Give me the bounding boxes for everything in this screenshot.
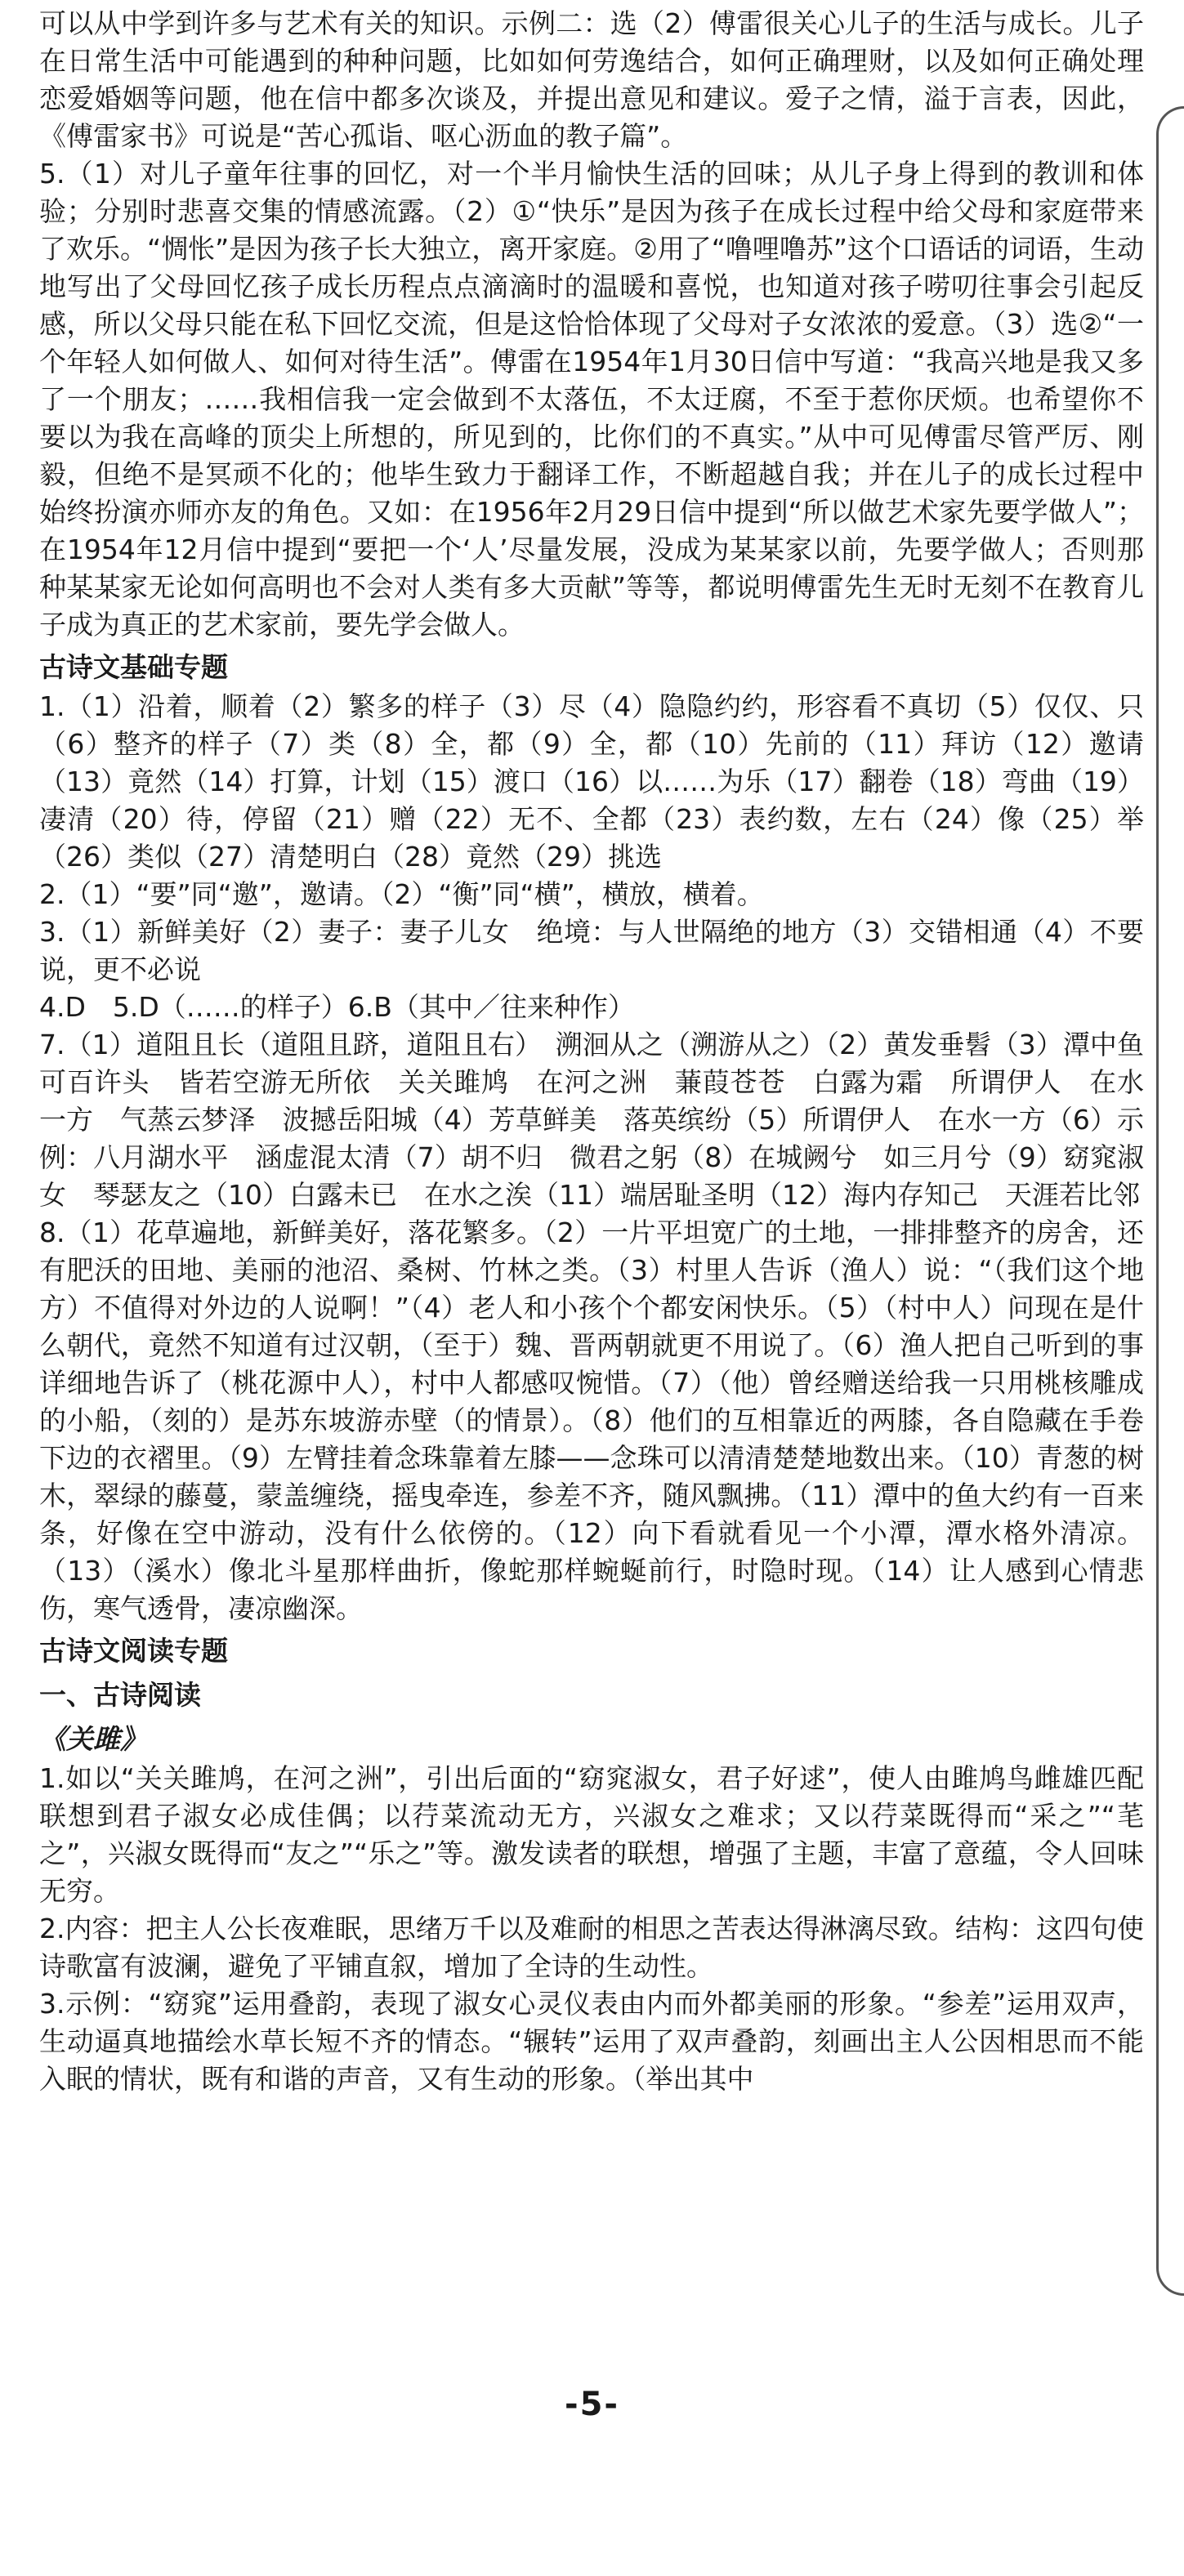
subsection-heading-poetry: 一、古诗阅读 <box>39 1679 201 1711</box>
p-basics-1: 1.（1）沿着，顺着（2）繁多的样子（3）尽（4）隐隐约约，形容看不真切（5）仅仅、只（6）整齐的样子（7）类（8）全，都（9）全，都（10）先前的（11）拜访（12）邀请（13）竟然（14）打算，计划（15）渡口（16）以……为乐（17）翻卷（18）弯曲（19）凄清（20）待，停留（21）赠（22）无不、全都（23）表约数，左右（24）像（25）举（26）类似（27）清楚明白（28）竟然（29）挑选 <box>39 690 1144 873</box>
p-basics-8: 8.（1）花草遍地，新鲜美好，落花繁多。（2）一片平坦宽广的土地，一排排整齐的房舍，还有肥沃的田地、美丽的池沼、桑树、竹林之类。（3）村里人告诉（渔人）说：“（我们这个地方）不值得对外边的人说啊！”（4）老人和小孩个个都安闲快乐。（5）（村中人）问现在是什么朝代，竟然不知道有过汉朝，（至于）魏、晋两朝就更不用说了。（6）渔人把自己听到的事详细地告诉了（桃花源中人），村中人都感叹惋惜。（7）（他）曾经赠送给我一只用桃核雕成的小船，（刻的）是苏东坡游赤壁（的情景）。（8）他们的互相靠近的两膝，各自隐藏在手卷下边的衣褶里。（9）左臂挂着念珠靠着左膝——念珠可以清清楚楚地数出来。（10）青葱的树木，翠绿的藤蔓，蒙盖缠绕，摇曳牵连，参差不齐，随风飘拂。（11）潭中的鱼大约有一百来条，好像在空中游动，没有什么依傍的。（12）向下看就看见一个小潭，潭水格外清凉。（13）（溪水）像北斗星那样曲折，像蛇那样蜿蜒前行，时隐时现。（14）让人感到心情悲伤，寒气透骨，凄凉幽深。 <box>39 1217 1144 1624</box>
poem-title-guanju: 《关雎》 <box>39 1723 147 1755</box>
p-answer-5: 5.（1）对儿子童年往事的回忆，对一个半月愉快生活的回味；从儿子身上得到的教训和体验；分别时悲喜交集的情感流露。（2）①“快乐”是因为孩子在成长过程中给父母和家庭带来了欢乐。“惆怅”是因为孩子长大独立，离开家庭。②用了“噜哩噜苏”这个口语话的词语，生动地写出了父母回忆孩子成长历程点点滴滴时的温暖和喜悦，也知道对孩子唠叨往事会引起反感，所以父母只能在私下回忆交流，但是这恰恰体现了父母对子女浓浓的爱意。（3）选②“一个年轻人如何做人、如何对待生活”。傅雷在1954年1月30日信中写道：“我高兴地是我又多了一个朋友；……我相信我一定会做到不太落伍，不太迂腐，不至于惹你厌烦。也希望你不要以为我在高峰的顶尖上所想的，所见到的，比你们的不真实。”从中可见傅雷尽管严厉、刚毅，但绝不是冥顽不化的；他毕生致力于翻译工作，不断超越自我；并在儿子的成长过程中始终扮演亦师亦友的角色。又如：在1956年2月29日信中提到“所以做艺术家先要学做人”；在1954年12月信中提到“要把一个‘人’尽量发展，没成为某某家以前，先要学做人；否则那种某某家无论如何高明也不会对人类有多大贡献”等等，都说明傅雷先生无时无刻不在教育儿子成为真正的艺术家前，要先学会做人。 <box>39 158 1144 641</box>
p-basics-3: 3.（1）新鲜美好（2）妻子：妻子儿女 绝境：与人世隔绝的地方（3）交错相通（4）不要说，更不必说 <box>39 916 1144 985</box>
page-number: -5- <box>564 2386 620 2423</box>
section-heading-basics: 古诗文基础专题 <box>39 651 228 683</box>
p-guanju-1: 1.如以“关关雎鸠，在河之洲”，引出后面的“窈窕淑女，君子好逑”，使人由雎鸠鸟雌雄匹配联想到君子淑女必成佳偶；以荇菜流动无方，兴淑女之难求；又以荇菜既得而“采之”“芼之”，兴淑女既得而“友之”“乐之”等。激发读者的联想，增强了主题，丰富了意蕴，令人回味无穷。 <box>39 1762 1144 1907</box>
p-basics-4-6: 4.D 5.D（……的样子）6.B（其中／往来种作） <box>39 991 635 1023</box>
p-basics-2: 2.（1）“要”同“邀”，邀请。（2）“衡”同“横”，横放，横着。 <box>39 878 764 910</box>
p-guanju-3: 3.示例：“窈窕”运用叠韵，表现了淑女心灵仪表由内而外都美丽的形象。“参差”运用双声，生动逼真地描绘水草长短不齐的情态。“辗转”运用了双声叠韵，刻画出主人公因相思而不能入眠的情状，既有和谐的声音，又有生动的形象。（举出其中 <box>39 1988 1144 2095</box>
section-heading-reading: 古诗文阅读专题 <box>39 1635 228 1667</box>
p-basics-7: 7.（1）道阻且长（道阻且跻，道阻且右） 溯洄从之（溯游从之）（2）黄发垂髫（3）潭中鱼可百许头 皆若空游无所依 关关雎鸠 在河之洲 蒹葭苍苍 白露为霜 所谓伊人 在水一方 气蒸云梦泽 波撼岳阳城（4）芳草鲜美 落英缤纷（5）所谓伊人 在水一方（6）示例：八月湖水平 涵虚混太清（7）胡不归 微君之躬（8）在城阙兮 如三月兮（9）窈窕淑女 琴瑟友之（10）白露未已 在水之涘（11）端居耻圣明（12）海内存知己 天涯若比邻 <box>39 1029 1144 1211</box>
answer-page <box>39 5 1144 2098</box>
binding-margin-line <box>1156 106 1184 2296</box>
p-intro: 可以从中学到许多与艺术有关的知识。示例二：选（2）傅雷很关心儿子的生活与成长。儿子在日常生活中可能遇到的种种问题，比如如何劳逸结合，如何正确理财，以及如何正确处理恋爱婚姻等问题，他在信中都多次谈及，并提出意见和建议。爱子之情，溢于言表，因此，《傅雷家书》可说是“苦心孤诣、呕心沥血的教子篇”。 <box>39 7 1144 152</box>
p-guanju-2: 2.内容：把主人公长夜难眠，思绪万千以及难耐的相思之苦表达得淋漓尽致。结构：这四句使诗歌富有波澜，避免了平铺直叙，增加了全诗的生动性。 <box>39 1913 1144 1982</box>
